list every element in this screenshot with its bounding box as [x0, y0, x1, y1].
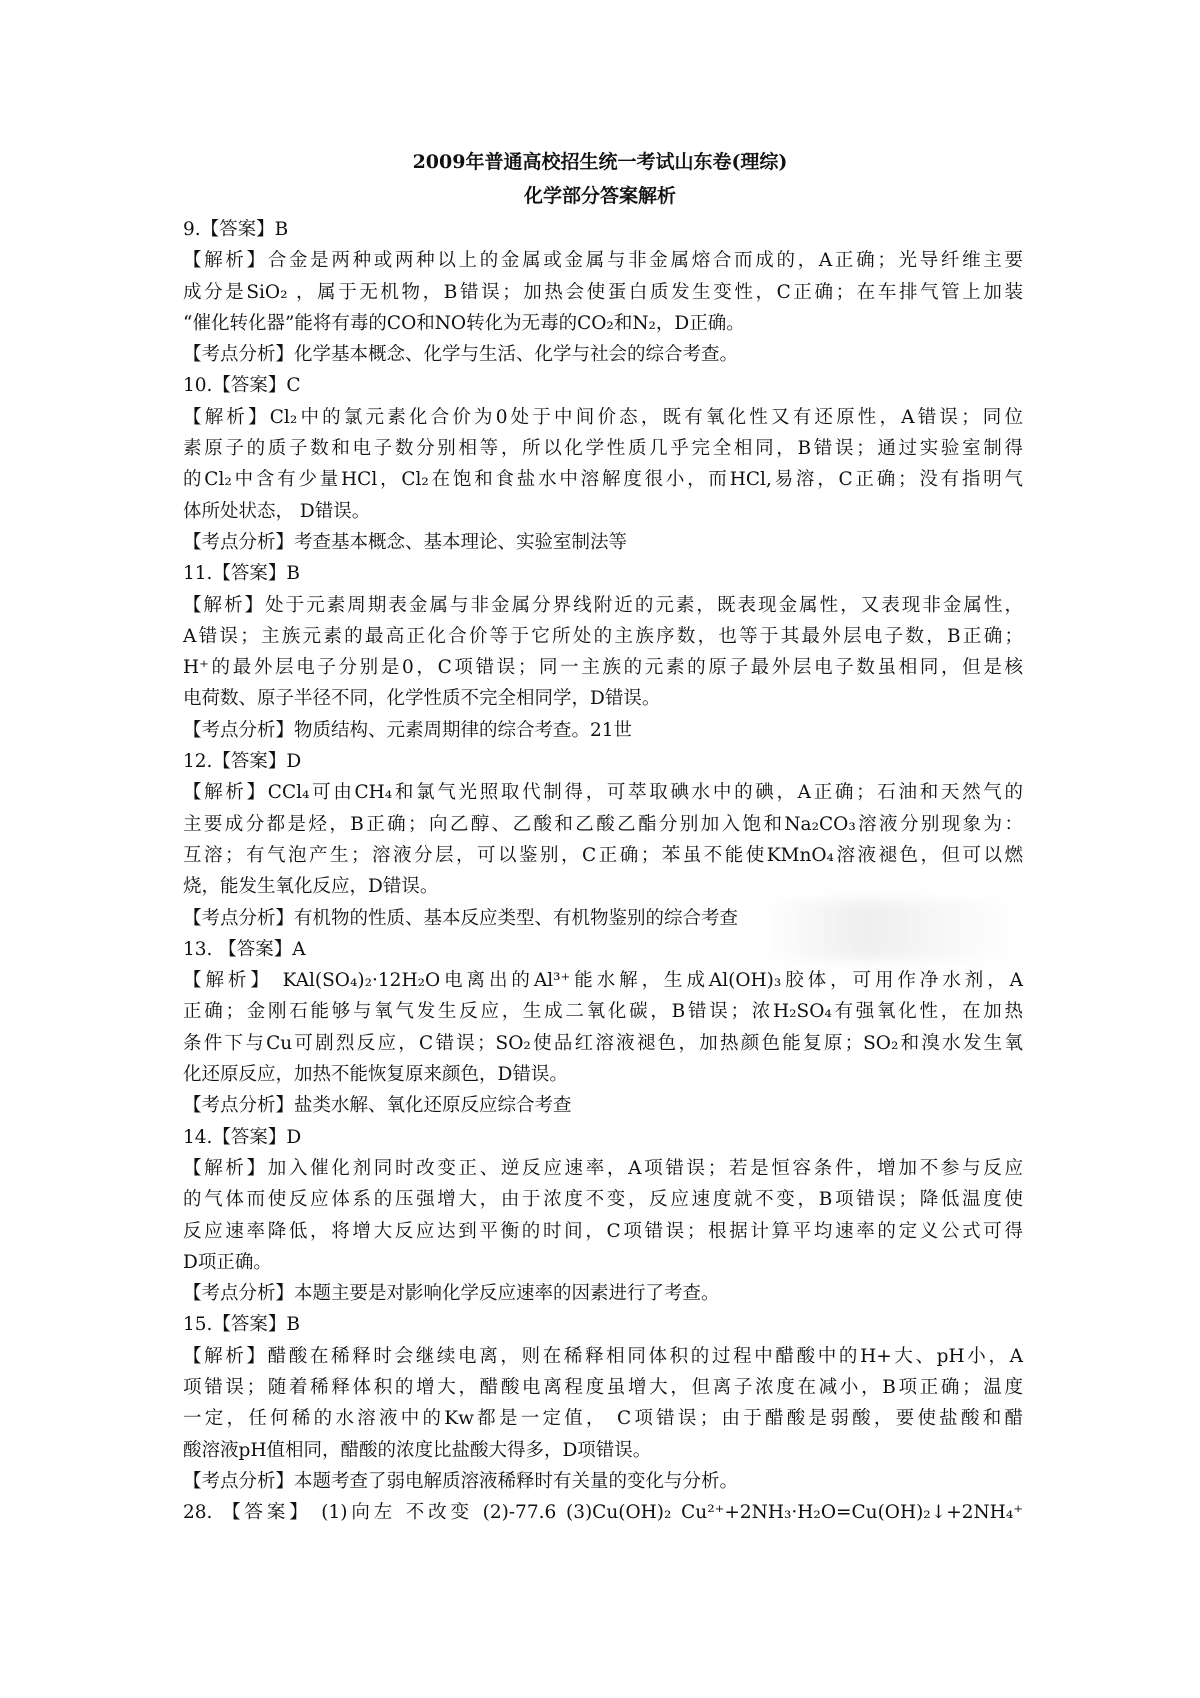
text-line: 9.【答案】B — [183, 219, 289, 240]
text-line: 素原子的质子数和电子数分别相等，所以化学性质几乎完全相同，B错误；通过实验室制得 — [183, 438, 1023, 460]
text-line: 体所处状态， D错误。 — [183, 500, 371, 522]
text-line: 互溶；有气泡产生；溶液分层，可以鉴别，C正确；苯虽不能使KMnO₄溶液褪色，但可以燃 — [183, 844, 1023, 866]
text-line: A错误；主族元素的最高正化合价等于它所处的主族序数，也等于其最外层电子数，B正确； — [183, 625, 1023, 647]
text-line: 10.【答案】C — [183, 375, 301, 397]
text-line: 的Cl₂中含有少量HCl，Cl₂在饱和食盐水中溶解度很小，而HCl,易溶，C正确；没有指明气 — [183, 469, 1023, 491]
text-line: 项错误；随着稀释体积的增大，醋酸电离程度虽增大，但离子浓度在减小，B项正确；温度 — [183, 1376, 1023, 1398]
text-line: 酸溶液pH值相同，醋酸的浓度比盐酸大得多，D项错误。 — [183, 1439, 652, 1461]
text-line: 【考点分析】本题主要是对影响化学反应速率的因素进行了考查。 — [183, 1283, 720, 1305]
text-line: 【解析】醋酸在稀释时会继续电离，则在稀释相同体积的过程中醋酸中的H+大、pH小，A — [183, 1345, 1023, 1367]
document-title: 2009年普通高校招生统一考试山东卷(理综) — [412, 151, 788, 173]
text-line: 【解析】Cl₂中的氯元素化合价为0处于中间价态，既有氧化性又有还原性，A错误；同位 — [183, 406, 1023, 428]
text-line: 【解析】加入催化剂同时改变正、逆反应速率，A项错误；若是恒容条件，增加不参与反应 — [183, 1157, 1023, 1179]
text-line: 主要成分都是烃，B正确；向乙醇、乙酸和乙酸乙酯分别加入饱和Na₂CO₃溶液分别现象为： — [183, 813, 1023, 835]
text-line: 11.【答案】B — [183, 563, 301, 585]
text-line: 电荷数、原子半径不同，化学性质不完全相同学，D错误。 — [183, 688, 661, 710]
text-line: 一定，任何稀的水溶液中的Kw都是一定值， C项错误；由于醋酸是弱酸，要使盐酸和醋 — [183, 1408, 1023, 1430]
document-body — [183, 214, 1023, 1528]
text-line: 14.【答案】D — [183, 1126, 302, 1148]
text-line: 【考点分析】有机物的性质、基本反应类型、有机物鉴别的综合考查 — [183, 907, 739, 929]
text-line: 【解析】合金是两种或两种以上的金属或金属与非金属熔合而成的，A正确；光导纤维主要 — [183, 250, 1023, 272]
text-line: H⁺的最外层电子分别是0，C项错误；同一主族的元素的原子最外层电子数虽相同，但是核 — [183, 657, 1023, 679]
text-line: D项正确。 — [183, 1251, 272, 1273]
text-line: 28. 【答案】 (1)向左 不改变 (2)-77.6 (3)Cu(OH)₂ Cu²⁺+2NH₃·H₂O=Cu(OH)₂↓+2NH₄⁺ — [183, 1502, 1023, 1524]
text-line: 【考点分析】物质结构、元素周期律的综合考查。21世 — [183, 719, 633, 741]
text-line: 【解析】处于元素周期表金属与非金属分界线附近的元素，既表现金属性，又表现非金属性， — [183, 594, 1023, 616]
text-line: 15.【答案】B — [183, 1314, 301, 1336]
text-line: 反应速率降低，将增大反应达到平衡的时间，C项错误；根据计算平均速率的定义公式可得 — [183, 1220, 1023, 1242]
document-subtitle: 化学部分答案解析 — [523, 185, 676, 207]
text-line: 12.【答案】D — [183, 751, 302, 773]
text-line: 成分是SiO₂ ，属于无机物，B错误；加热会使蛋白质发生变性，C正确；在车排气管上加装 — [183, 281, 1023, 303]
text-line: 【考点分析】盐类水解、氧化还原反应综合考查 — [183, 1095, 572, 1117]
text-line: 【考点分析】考查基本概念、基本理论、实验室制法等 — [183, 531, 628, 553]
text-line: 【考点分析】本题考查了弱电解质溶液稀释时有关量的变化与分析。 — [183, 1470, 739, 1492]
text-line: “催化转化器”能将有毒的CO和NO转化为无毒的CO₂和N₂，D正确。 — [183, 312, 745, 334]
text-line: 化还原反应，加热不能恢复原来颜色，D错误。 — [183, 1064, 568, 1086]
text-line: 【解析】 KAl(SO₄)₂·12H₂O电离出的Al³⁺能水解，生成Al(OH)₃胶体，可用作净水剂，A — [183, 970, 1023, 992]
text-line: 【考点分析】化学基本概念、化学与生活、化学与社会的综合考查。 — [183, 344, 739, 366]
text-line: 的气体而使反应体系的压强增大，由于浓度不变，反应速度就不变，B项错误；降低温度使 — [183, 1189, 1023, 1211]
text-line: 条件下与Cu可剧烈反应，C错误；SO₂使品红溶液褪色，加热颜色能复原；SO₂和溴水发生氧 — [183, 1032, 1023, 1054]
text-line: 正确；金刚石能够与氧气发生反应，生成二氧化碳，B错误；浓H₂SO₄有强氧化性，在加热 — [183, 1001, 1023, 1023]
text-line: 13. 【答案】A — [183, 938, 306, 960]
text-line: 【解析】CCl₄可由CH₄和氯气光照取代制得，可萃取碘水中的碘，A正确；石油和天然气的 — [183, 782, 1023, 804]
text-line: 烧，能发生氧化反应，D错误。 — [183, 876, 439, 898]
